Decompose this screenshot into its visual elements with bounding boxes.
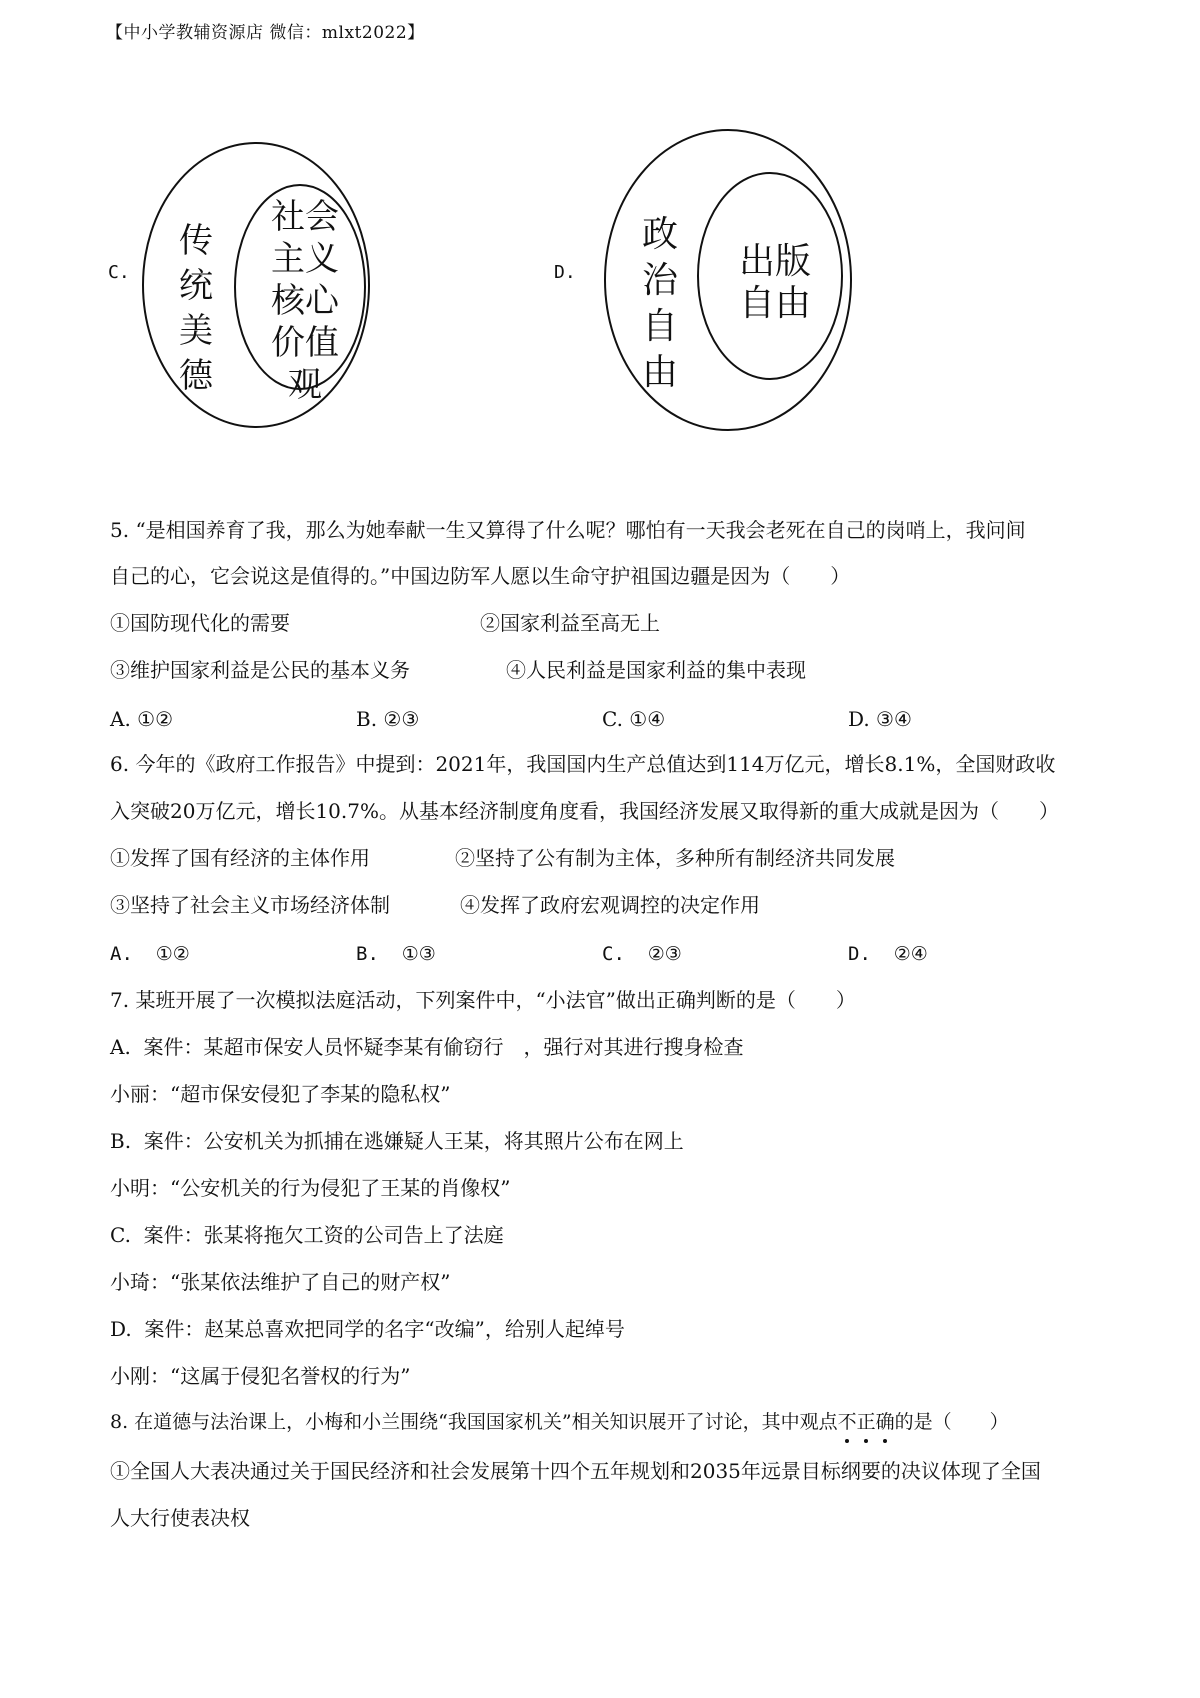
- q8-statement-1-line-2: 人大行使表决权: [110, 1506, 250, 1530]
- q5-choice-a: A. ①②: [110, 707, 174, 731]
- diagram-d-inner-line: 出版: [738, 241, 812, 282]
- q6-choice-c: C. ②③: [602, 943, 682, 965]
- q5-stem-line-2: 自己的心，它会说这是值得的。”中国边防军人愿以生命守护祖国边疆是因为（ ）: [110, 564, 851, 588]
- diagram-c-inner-line: 社会: [271, 197, 339, 237]
- q5-stem-line-1: 5. “是相国养育了我，那么为她奉献一生又算得了什么呢？哪怕有一天我会老死在自己的岗哨上，我问间: [110, 518, 1026, 542]
- q8-stem: [110, 1413, 1009, 1432]
- q6-stem-line-1: 6. 今年的《政府工作报告》中提到：2021年，我国国内生产总值达到114万亿元，增长8.1%，全国财政收: [110, 752, 1056, 776]
- q8-emphasis-char: 正: [857, 1411, 876, 1433]
- q5-choice-d: D. ③④: [848, 707, 912, 731]
- q7-option-c-case: C. 案件：张某将拖欠工资的公司告上了法庭: [110, 1223, 504, 1247]
- q8-emphasis-char: 不: [838, 1411, 857, 1433]
- diagram-c-outer-char: 传: [179, 221, 213, 261]
- diagram-c-inner-line: 价值: [271, 323, 339, 363]
- q8-emphasis-char: 确: [876, 1411, 895, 1433]
- diagram-d-outer-char: 治: [641, 260, 679, 301]
- q7-option-b-judgement: 小明：“公安机关的行为侵犯了王某的肖像权”: [110, 1176, 511, 1200]
- q5-choice-b: B. ②③: [356, 707, 420, 731]
- q7-option-a-case: A. 案件：某超市保安人员怀疑李某有偷窃行 ，强行对其进行搜身检查: [110, 1035, 744, 1059]
- q6-choice-d: D. ②④: [848, 943, 928, 965]
- q6-statement-1: ①发挥了国有经济的主体作用: [110, 846, 370, 870]
- diagram-c-outer-char: 德: [179, 356, 213, 396]
- q6-choice-a: A. ①②: [110, 943, 190, 965]
- q8-stem-start: 8. 在道德与法治课上，小梅和小兰围绕“我国国家机关”相关知识展开了讨论，其中观点: [110, 1411, 838, 1433]
- q6-stem-line-2: 入突破20万亿元，增长10.7%。从基本经济制度角度看，我国经济发展又取得新的重大成就是因为（ ）: [110, 799, 1059, 823]
- diagram-c-outer-char: 美: [179, 311, 213, 351]
- q5-choice-c: C. ①④: [602, 707, 666, 731]
- diagram-d-venn: [590, 120, 870, 440]
- diagram-c-inner-line: 主义: [271, 239, 339, 279]
- diagram-d-outer-char: 政: [641, 214, 679, 255]
- q6-choice-b: B. ①③: [356, 943, 436, 965]
- q8-statement-1-line-1: ①全国人大表决通过关于国民经济和社会发展第十四个五年规划和2035年远景目标纲要的决议体现了全国: [110, 1459, 1041, 1483]
- q5-statement-1: ①国防现代化的需要: [110, 611, 290, 635]
- q7-option-d-judgement: 小刚：“这属于侵犯名誉权的行为”: [110, 1364, 411, 1388]
- diagram-c-venn: [130, 135, 390, 435]
- q5-statement-2: ②国家利益至高无上: [480, 611, 660, 635]
- q7-option-a-judgement: 小丽：“超市保安侵犯了李某的隐私权”: [110, 1082, 451, 1106]
- q6-statement-3: ③坚持了社会主义市场经济体制: [110, 893, 390, 917]
- source-header: 【中小学教辅资源店 微信：mlxt2022】: [106, 23, 425, 43]
- diagram-d-outer-char: 由: [641, 352, 679, 393]
- diagram-d-inner-line: 自由: [738, 283, 812, 324]
- diagram-d-outer-char: 自: [641, 306, 679, 347]
- diagram-c-inner-line: 核心: [271, 281, 339, 321]
- diagram-d-option-label: D.: [554, 262, 576, 283]
- q7-option-b-case: B. 案件：公安机关为抓捕在逃嫌疑人王某，将其照片公布在网上: [110, 1129, 684, 1153]
- q7-stem: 7. 某班开展了一次模拟法庭活动，下列案件中，“小法官”做出正确判断的是（ ）: [110, 988, 856, 1012]
- q6-statement-2: ②坚持了公有制为主体，多种所有制经济共同发展: [455, 846, 895, 870]
- q5-statement-3: ③维护国家利益是公民的基本义务: [110, 658, 410, 682]
- diagram-c-outer-char: 统: [179, 266, 213, 306]
- q8-stem-end: 的是（ ）: [894, 1411, 1009, 1433]
- q7-option-d-case: D. 案件：赵某总喜欢把同学的名字“改编”，给别人起绰号: [110, 1317, 625, 1341]
- q6-statement-4: ④发挥了政府宏观调控的决定作用: [460, 893, 760, 917]
- q7-option-c-judgement: 小琦：“张某依法维护了自己的财产权”: [110, 1270, 451, 1294]
- q5-statement-4: ④人民利益是国家利益的集中表现: [506, 658, 806, 682]
- diagram-c-inner-line: 观: [288, 365, 322, 405]
- diagram-c-option-label: C.: [108, 262, 130, 283]
